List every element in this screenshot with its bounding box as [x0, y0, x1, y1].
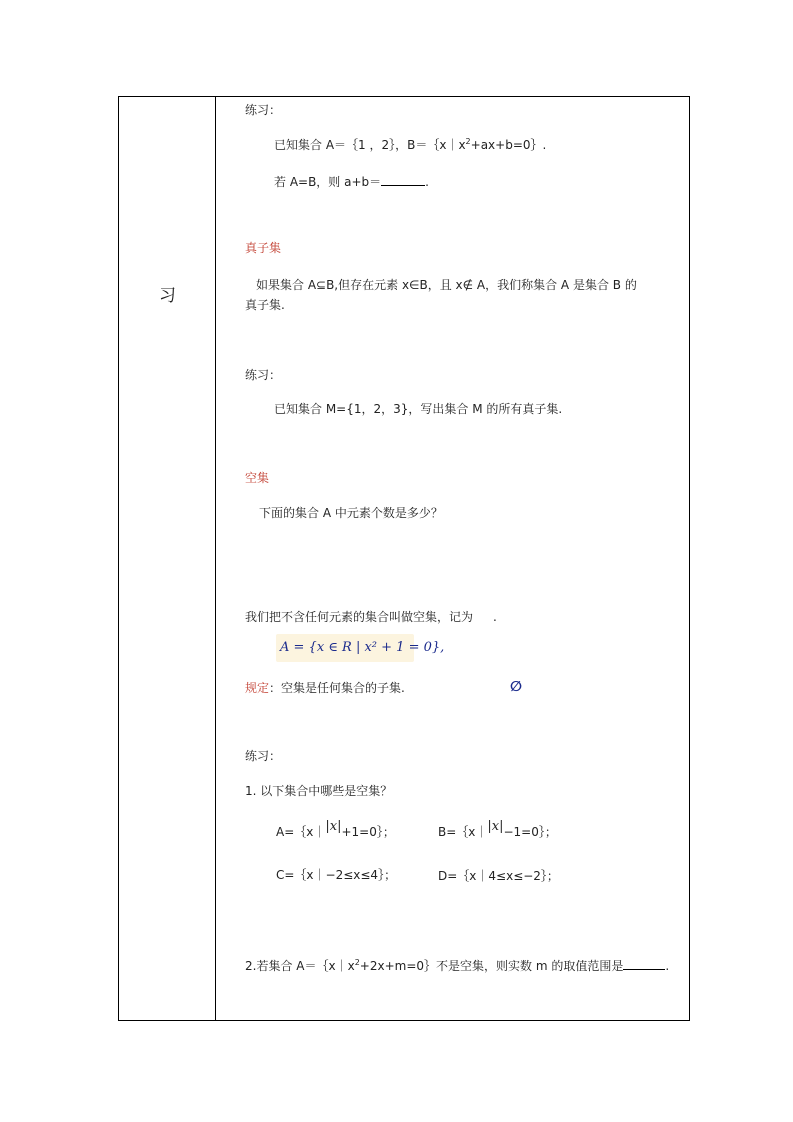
- proper-subset-definition-1: 如果集合 A⊆B,但存在元素 x∈B，且 x∉ A，我们称集合 A 是集合 B 的: [256, 278, 637, 292]
- empty-set-symbol: ∅: [510, 679, 522, 695]
- exercise-2-text: 已知集合 M={1，2，3}，写出集合 M 的所有真子集.: [274, 402, 563, 416]
- worksheet-table: [118, 96, 690, 1021]
- option-c: C=｛x｜−2≤x≤4｝；: [276, 868, 397, 882]
- proper-subset-definition-2: 真子集.: [245, 298, 285, 312]
- exercise-3-question-1: 1. 以下集合中哪些是空集？: [245, 784, 393, 798]
- empty-set-rule: 规定：空集是任何集合的子集.: [245, 681, 405, 695]
- exercise-1-line2: 若 A=B，则 a+b＝ .: [274, 175, 429, 189]
- empty-set-question: 下面的集合 A 中元素个数是多少？: [259, 506, 443, 520]
- exercise-3-title: 练习：: [245, 749, 282, 763]
- proper-subset-heading: 真子集: [245, 241, 282, 255]
- option-a: A=｛x｜|x|+1=0｝；: [276, 819, 395, 839]
- exercise-1-line1: 已知集合 A＝｛1 ，2｝，$B=\{x|x^2+ax+b=0\}$.: [274, 137, 547, 152]
- left-column-char: 习: [159, 286, 176, 306]
- exercise-2-title: 练习：: [245, 368, 282, 382]
- answer-blank: [623, 957, 665, 970]
- column-divider: [215, 96, 216, 1021]
- option-b: B=｛x｜|x|−1=0｝；: [438, 819, 557, 839]
- empty-set-heading: 空集: [245, 471, 270, 485]
- empty-set-definition: 我们把不含任何元素的集合叫做空集，记为 .: [245, 610, 497, 624]
- answer-blank: [381, 173, 425, 186]
- exercise-3-question-2: 2.若集合 $A=\{x|x^2+2x+m=0\}$不是空集，则实数 m 的取值范围是 .: [245, 958, 670, 973]
- exercise-1-title: 练习：: [245, 103, 282, 117]
- empty-set-formula: A = {x ∈ R | x² + 1 = 0},: [280, 640, 445, 655]
- option-d: D=｛x｜4≤x≤−2｝；: [438, 869, 559, 883]
